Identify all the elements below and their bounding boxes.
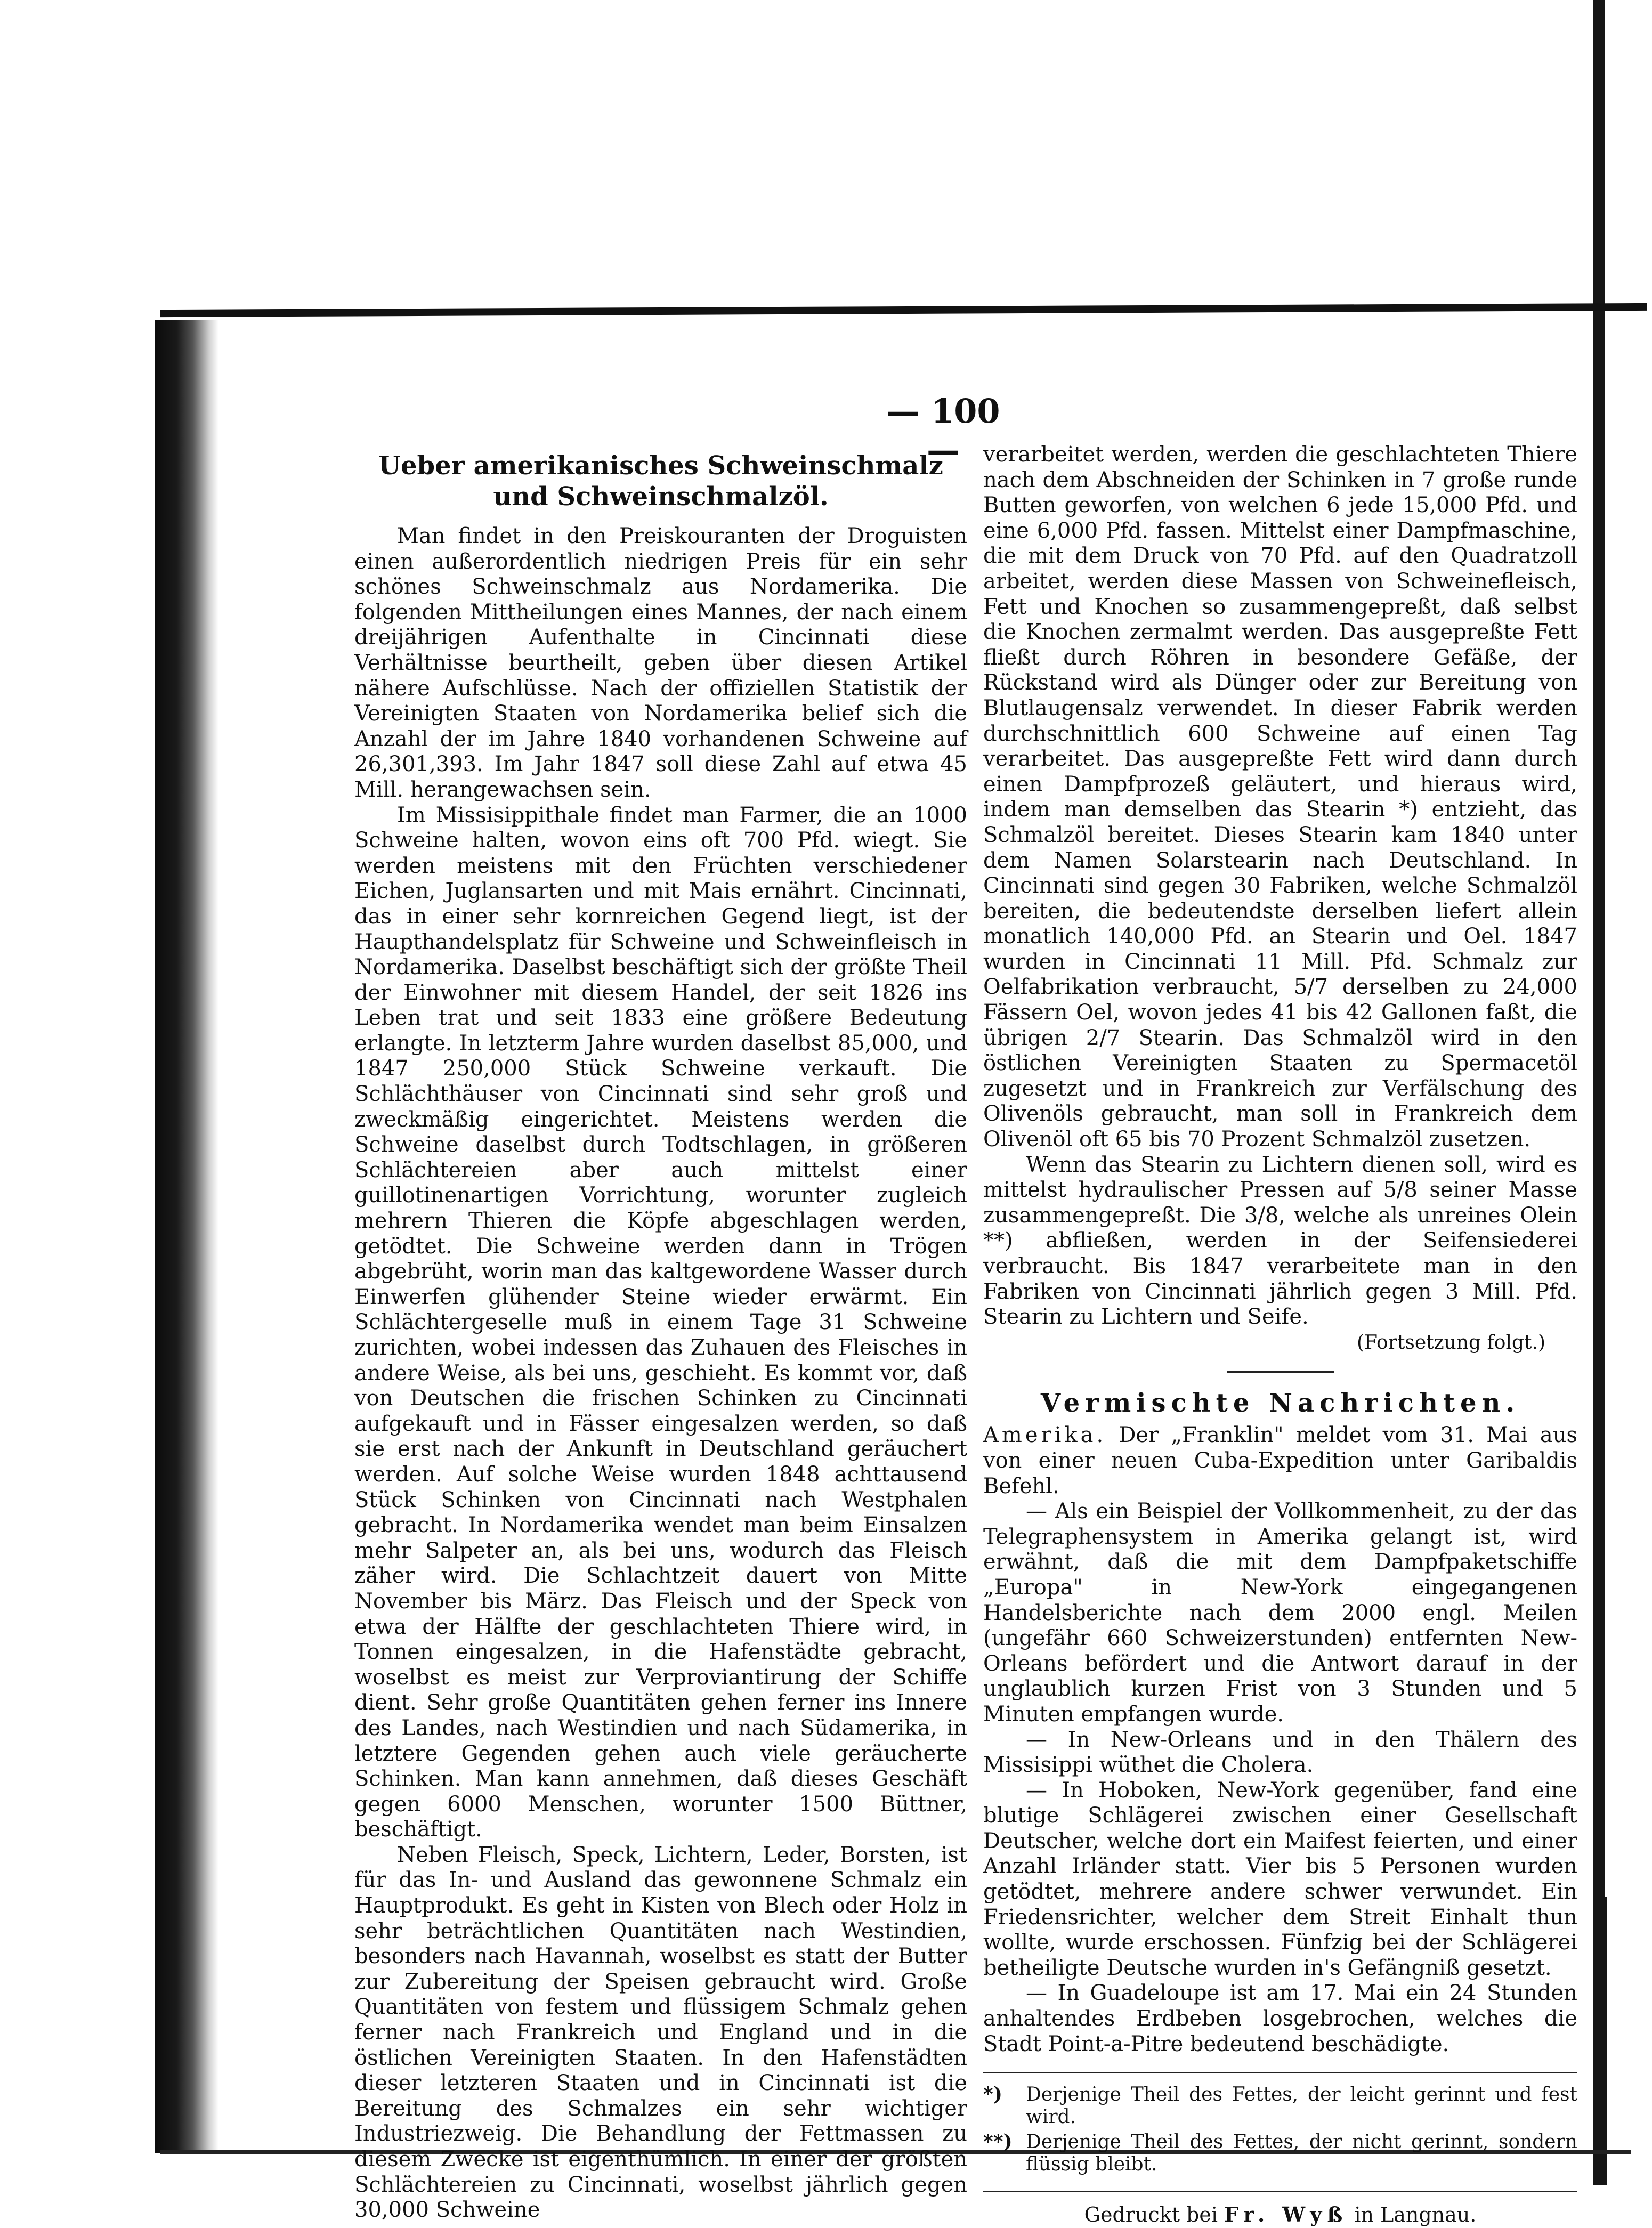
footnote-mark: *) xyxy=(983,2083,1002,2106)
news-text: Der „Franklin" meldet vom 31. Mai aus von einer neuen Cuba-Expedition unter Garibaldis Befehl. xyxy=(983,1423,1577,1498)
article-title: Ueber amerikanisches Schweinschmalz und Schweinschmalzöl. xyxy=(378,451,943,512)
page-number: — 100 — xyxy=(886,392,1000,469)
footnote-divider xyxy=(983,2072,1577,2073)
footnote-mark: **) xyxy=(983,2130,1013,2153)
news-dateline: Amerika. xyxy=(983,1423,1107,1448)
news-item: — In Hoboken, New-York gegenüber, fand eine blutige Schlägerei zwischen einer Gesellschaft Deutscher, welche dort ein Maifest feierten, und einer Anzahl Irländer statt. Vier bis 5 Personen wurden getödtet, mehrere andere schwer verwundet. Ein Friedensrichter, welcher dem Streit Einhalt thun wollte, wurde erschossen. Fünfzig bei der Schlägerei betheiligte Deutsche wurden in's Gefängniß gesetzt. xyxy=(983,1778,1577,1980)
footnote-text: Derjenige Theil des Fettes, der nicht gerinnt, sondern flüssig bleibt. xyxy=(1026,2131,1577,2176)
news-item: — Als ein Beispiel der Vollkommenheit, zu der das Telegraphensystem in Amerika gelangt ist, wird erwähnt, daß die mit dem Dampfpaketschiffe „Europa" in New-York eingegangenen Handelsberichte nach dem 2000 engl. Meilen (ungefähr 660 Schweizerstunden) entfernten New-Orleans befördert und die Antwort darauf in der unglaublich kurzen Frist von 3 Stunden und 5 Minuten empfangen wurde. xyxy=(983,1499,1577,1727)
printer-name: Fr. Wyß xyxy=(1224,2202,1348,2227)
printer-prefix: Gedruckt bei xyxy=(1084,2203,1218,2227)
left-column xyxy=(354,440,967,2223)
imprint-divider xyxy=(983,2191,1577,2192)
article-paragraph: Im Missisippithale findet man Farmer, die an 1000 Schweine halten, wovon eins oft 700 Pfd. wiegt. Sie werden meistens mit den Früchten verschiedener Eichen, Juglansarten und mit Mais ernährt. Cincinnati, das in einer sehr kornreichen Gegend liegt, ist der Haupthandelsplatz für Schweine und Schweinfleisch in Nordamerika. Daselbst beschäftigt sich der größte Theil der Einwohner mit diesem Handel, der seit 1826 ins Leben trat und seit 1833 eine größere Bedeutung erlangte. In letzterm Jahre wurden daselbst 85,000, und 1847 250,000 Stück Schweine verkauft. Die Schlächthäuser von Cincinnati sind sehr groß und zweckmäßig eingerichtet. Meistens werden die Schweine daselbst durch Todtschlagen, in größeren Schlächtereien aber auch mittelst einer guillotinenartigen Vorrichtung, worunter zugleich mehrern Thieren die Köpfe abgeschlagen werden, getödtet. Die Schweine werden dann in Trögen abgebrüht, worin man das kaltgewordene Wasser durch Einwerfen glühender Steine wieder erwärmt. Ein Schlächtergeselle muß in einem Tage 31 Schweine zurichten, wobei indessen das Zuhauen des Fleisches in andere Weise, als bei uns, geschieht. Es kommt vor, daß von Deutschen die frischen Schinken zu Cincinnati aufgekauft und in Fässer eingesalzen werden, so daß sie erst nach der Ankunft in Deutschland geräuchert werden. Auf solche Weise wurden 1848 achttausend Stück Schinken von Cincinnati nach Westphalen gebracht. In Nordamerika wendet man beim Einsalzen mehr Salpeter an, als bei uns, wodurch das Fleisch zäher wird. Die Schlachtzeit dauert von Mitte November bis März. Das Fleisch und der Speck von etwa der Hälfte der geschlachteten Thiere wird, in Tonnen eingesalzen, in die Hafenstädte gebracht, woselbst es meist zur Verproviantirung der Schiffe dient. Sehr große Quantitäten gehen ferner ins Innere des Landes, nach Westindien und nach Südamerika, in letztere Gegenden gehen auch viele geräucherte Schinken. Man kann annehmen, daß dieses Geschäft gegen 6000 Menschen, worunter 1500 Büttner, beschäftigt. xyxy=(354,803,967,1842)
printer-suffix: in Langnau. xyxy=(1354,2203,1477,2227)
article-paragraph: verarbeitet werden, werden die geschlachteten Thiere nach dem Abschneiden der Schinken in 7 große runde Butten geworfen, von welchen 6 jede 15,000 Pfd. und eine 6,000 Pfd. fassen. Mittelst einer Dampfmaschine, die mit dem Druck von 70 Pfd. auf den Quadratzoll arbeitet, werden diese Massen von Schweinefleisch, Fett und Knochen so zusammengepreßt, daß selbst die Knochen zermalmt werden. Das ausgepreßte Fett fließt durch Röhren in besondere Gefäße, der Rückstand wird als Dünger oder zur Bereitung von Blutlaugensalz verwendet. In dieser Fabrik werden durchschnittlich 600 Schweine auf einen Tag verarbeitet. Das ausgepreßte Fett wird dann durch einen Dampfprozeß geläutert, und hieraus wird, indem man demselben das Stearin *) entzieht, das Schmalzöl bereitet. Dieses Stearin kam 1840 unter dem Namen Solarstearin nach Deutschland. In Cincinnati sind gegen 30 Fabriken, welche Schmalzöl bereiten, die bedeutendste derselben liefert allein monatlich 140,000 Pfd. an Stearin und Oel. 1847 wurden in Cincinnati 11 Mill. Pfd. Schmalz zur Oelfabrikation verbraucht, 5/7 derselben zu 24,000 Fässern Oel, wovon jedes 41 bis 42 Gallonen faßt, die übrigen 2/7 Stearin. Das Schmalzöl wird in den östlichen Vereinigten Staaten zu Spermacetöl zugesetzt und in Frankreich zur Verfälschung des Olivenöls gebraucht, man soll in Frankreich dem Olivenöl oft 65 bis 70 Prozent Schmalzöl zusetzen. xyxy=(983,442,1577,1152)
right-column xyxy=(983,442,1577,2228)
news-item: — In Guadeloupe ist am 17. Mai ein 24 Stunden anhaltendes Erdbeben losgebrochen, welches die Stadt Point-a-Pitre bedeutend beschädigte. xyxy=(983,1981,1577,2056)
article-paragraph: Neben Fleisch, Speck, Lichtern, Leder, Borsten, ist für das In- und Ausland das gewonnene Schmalz ein Hauptprodukt. Es geht in Kisten von Blech oder Holz in sehr beträchtlichen Quantitäten nach Westindien, besonders nach Havannah, woselbst es statt der Butter zur Zubereitung der Speisen gebraucht wird. Große Quantitäten von festem und flüssigem Schmalz gehen ferner nach Frankreich und England und in die östlichen Vereinigten Staaten. In den Hafenstädten dieser letzteren Staaten und in Cincinnati ist die Bereitung des Schmalzes ein sehr wichtiger Industriezweig. Die Behandlung der Fettmassen zu diesem Zwecke ist eigenthümlich. In einer der größten Schlächtereien zu Cincinnati, woselbst jährlich gegen 30,000 Schweine xyxy=(354,1842,967,2223)
footnote-text: Derjenige Theil des Fettes, der leicht gerinnt und fest wird. xyxy=(1026,2084,1577,2128)
article-paragraph: Man findet in den Preiskouranten der Droguisten einen außerordentlich niedrigen Preis für ein sehr schönes Schweinschmalz aus Nordamerika. Die folgenden Mittheilungen eines Mannes, der nach einem dreijährigen Aufenthalte in Cincinnati diese Verhältnisse beurtheilt, geben über diesen Artikel nähere Aufschlüsse. Nach der offiziellen Statistik der Vereinigten Staaten von Nordamerika belief sich die Anzahl der im Jahre 1840 vorhandenen Schweine auf 26,301,393. Im Jahr 1847 soll diese Zahl auf etwa 45 Mill. herangewachsen sein. xyxy=(354,524,967,802)
continued-note: (Fortsetzung folgt.) xyxy=(1357,1331,1545,1354)
footnote xyxy=(983,2130,1577,2176)
printer-imprint xyxy=(983,2202,1577,2228)
footnote xyxy=(983,2083,1577,2128)
news-item xyxy=(983,1423,1577,1499)
news-item: — In New-Orleans und in den Thälern des Missisippi wüthet die Cholera. xyxy=(983,1727,1577,1778)
misc-news-title: Vermischte Nachrichten. xyxy=(1040,1388,1520,1419)
section-divider xyxy=(1227,1371,1334,1373)
book-spine-shadow xyxy=(155,320,218,2153)
article-paragraph: Wenn das Stearin zu Lichtern dienen soll, wird es mittelst hydraulischer Pressen auf 5/8 seiner Masse zusammengepreßt. Die 3/8, welche als unreines Olein **) abfließen, werden in der Seifensiederei verbraucht. Bis 1847 verarbeitete man in den Fabriken von Cincinnati jährlich gegen 3 Mill. Pfd. Stearin zu Lichtern und Seife. xyxy=(983,1152,1577,1330)
